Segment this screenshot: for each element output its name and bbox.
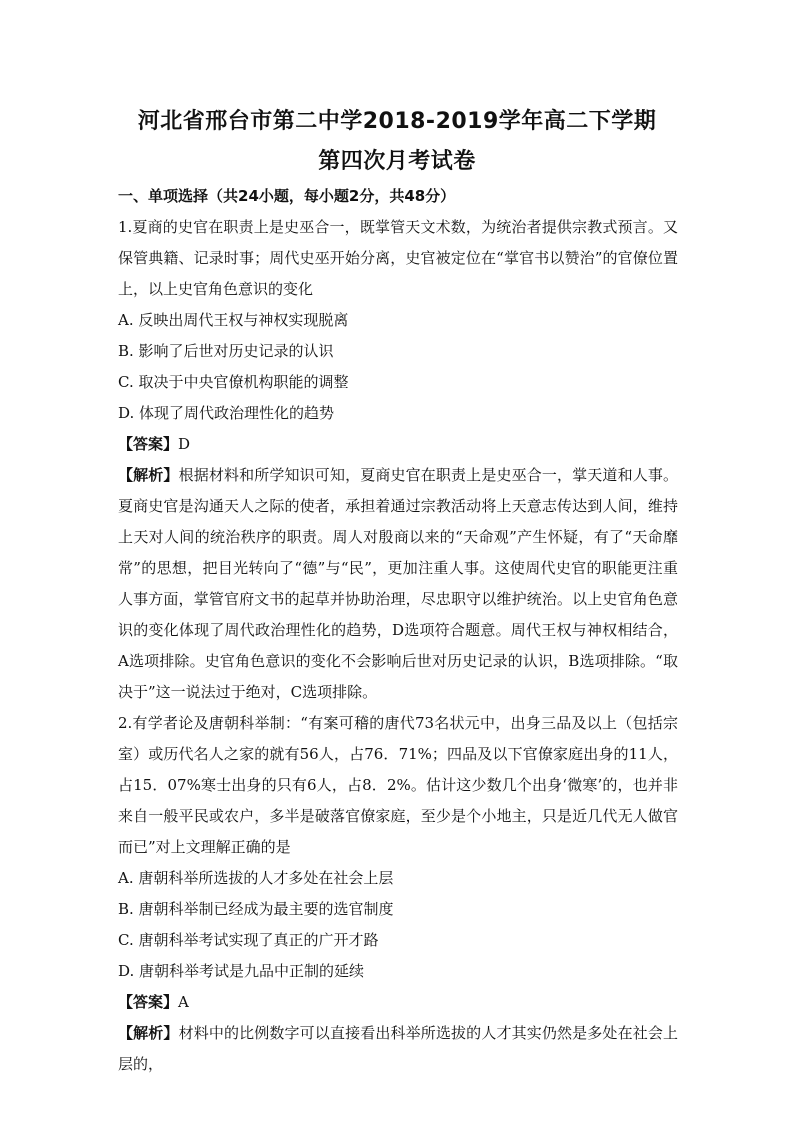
answer-value: A: [178, 993, 189, 1011]
question-2-option-a: A. 唐朝科举所选拔的人才多处在社会上层: [118, 869, 394, 887]
question-2-option-d: D. 唐朝科举考试是九品中正制的延续: [118, 962, 365, 980]
question-1-analysis: [118, 460, 678, 708]
answer-value: D: [178, 435, 191, 453]
analysis-label: 【解析】: [118, 466, 179, 484]
answer-label: 【答案】: [118, 435, 179, 453]
question-1-option-a: A. 反映出周代王权与神权实现脱离: [118, 311, 349, 329]
question-1-stem: 1.夏商的史官在职责上是史巫合一，既掌管天文术数，为统治者提供宗教式预言。又保管典籍、记录时事；周代史巫开始分离，史官被定位在“掌官书以赞治”的官僚位置上，以上史官角色意识的变化: [118, 218, 678, 298]
question-2-option-b: B. 唐朝科举制已经成为最主要的选官制度: [118, 900, 394, 918]
question-1-answer: [118, 429, 678, 460]
question-list: [118, 212, 678, 1080]
question-2-analysis: [118, 1018, 678, 1080]
analysis-text: 材料中的比例数字可以直接看出科举所选拔的人才其实仍然是多处在社会上层的，: [118, 1024, 678, 1073]
question-1-option-b: B. 影响了后世对历史记录的认识: [118, 342, 334, 360]
question-2-answer: [118, 987, 678, 1018]
exam-title-line2: 第四次月考试卷: [318, 149, 476, 174]
analysis-text: 根据材料和所学知识可知，夏商史官在职责上是史巫合一，掌天道和人事。夏商史官是沟通天人之际的使者，承担着通过宗教活动将上天意志传达到人间，维持上天对人间的统治秩序的职责。周人对殷商以来的“天命观”产生怀疑，有了“天命靡常”的思想，把目光转向了“德”与“民”，更加注重人事。这使周代史官的职能更注重人事方面，掌管官府文书的起草并协助治理，尽忠职守以维护统治。以上史官角色意识的变化体现了周代政治理性化的趋势，D选项符合题意。周代王权与神权相结合，A选项排除。史官角色意识的变化不会影响后世对历史记录的认识，B选项排除。“取决于”这一说法过于绝对，C选项排除。: [118, 466, 678, 701]
question-2-stem: 2.有学者论及唐朝科举制：“有案可稽的唐代73名状元中，出身三品及以上（包括宗室）或历代名人之家的就有56人，占76．71%；四品及以下官僚家庭出身的11人，占15．07%寒士出身的只有6人，占8．2%。估计这少数几个出身‘微寒’的，也并非来自一般平民或农户，多半是破落官僚家庭，至少是个小地主，只是近几代无人做官而已”对上文理解正确的是: [118, 714, 678, 856]
exam-title-line1: 河北省邢台市第二中学2018-2019学年高二下学期: [137, 109, 657, 134]
question-1-option-d: D. 体现了周代政治理性化的趋势: [118, 404, 335, 422]
analysis-label: 【解析】: [118, 1024, 179, 1042]
question-1-option-c: C. 取决于中央官僚机构职能的调整: [118, 373, 349, 391]
section-heading: 一、单项选择（共24小题，每小题2分，共48分）: [118, 187, 456, 205]
answer-label: 【答案】: [118, 993, 179, 1011]
question-2-option-c: C. 唐朝科举考试实现了真正的广开才路: [118, 931, 379, 949]
